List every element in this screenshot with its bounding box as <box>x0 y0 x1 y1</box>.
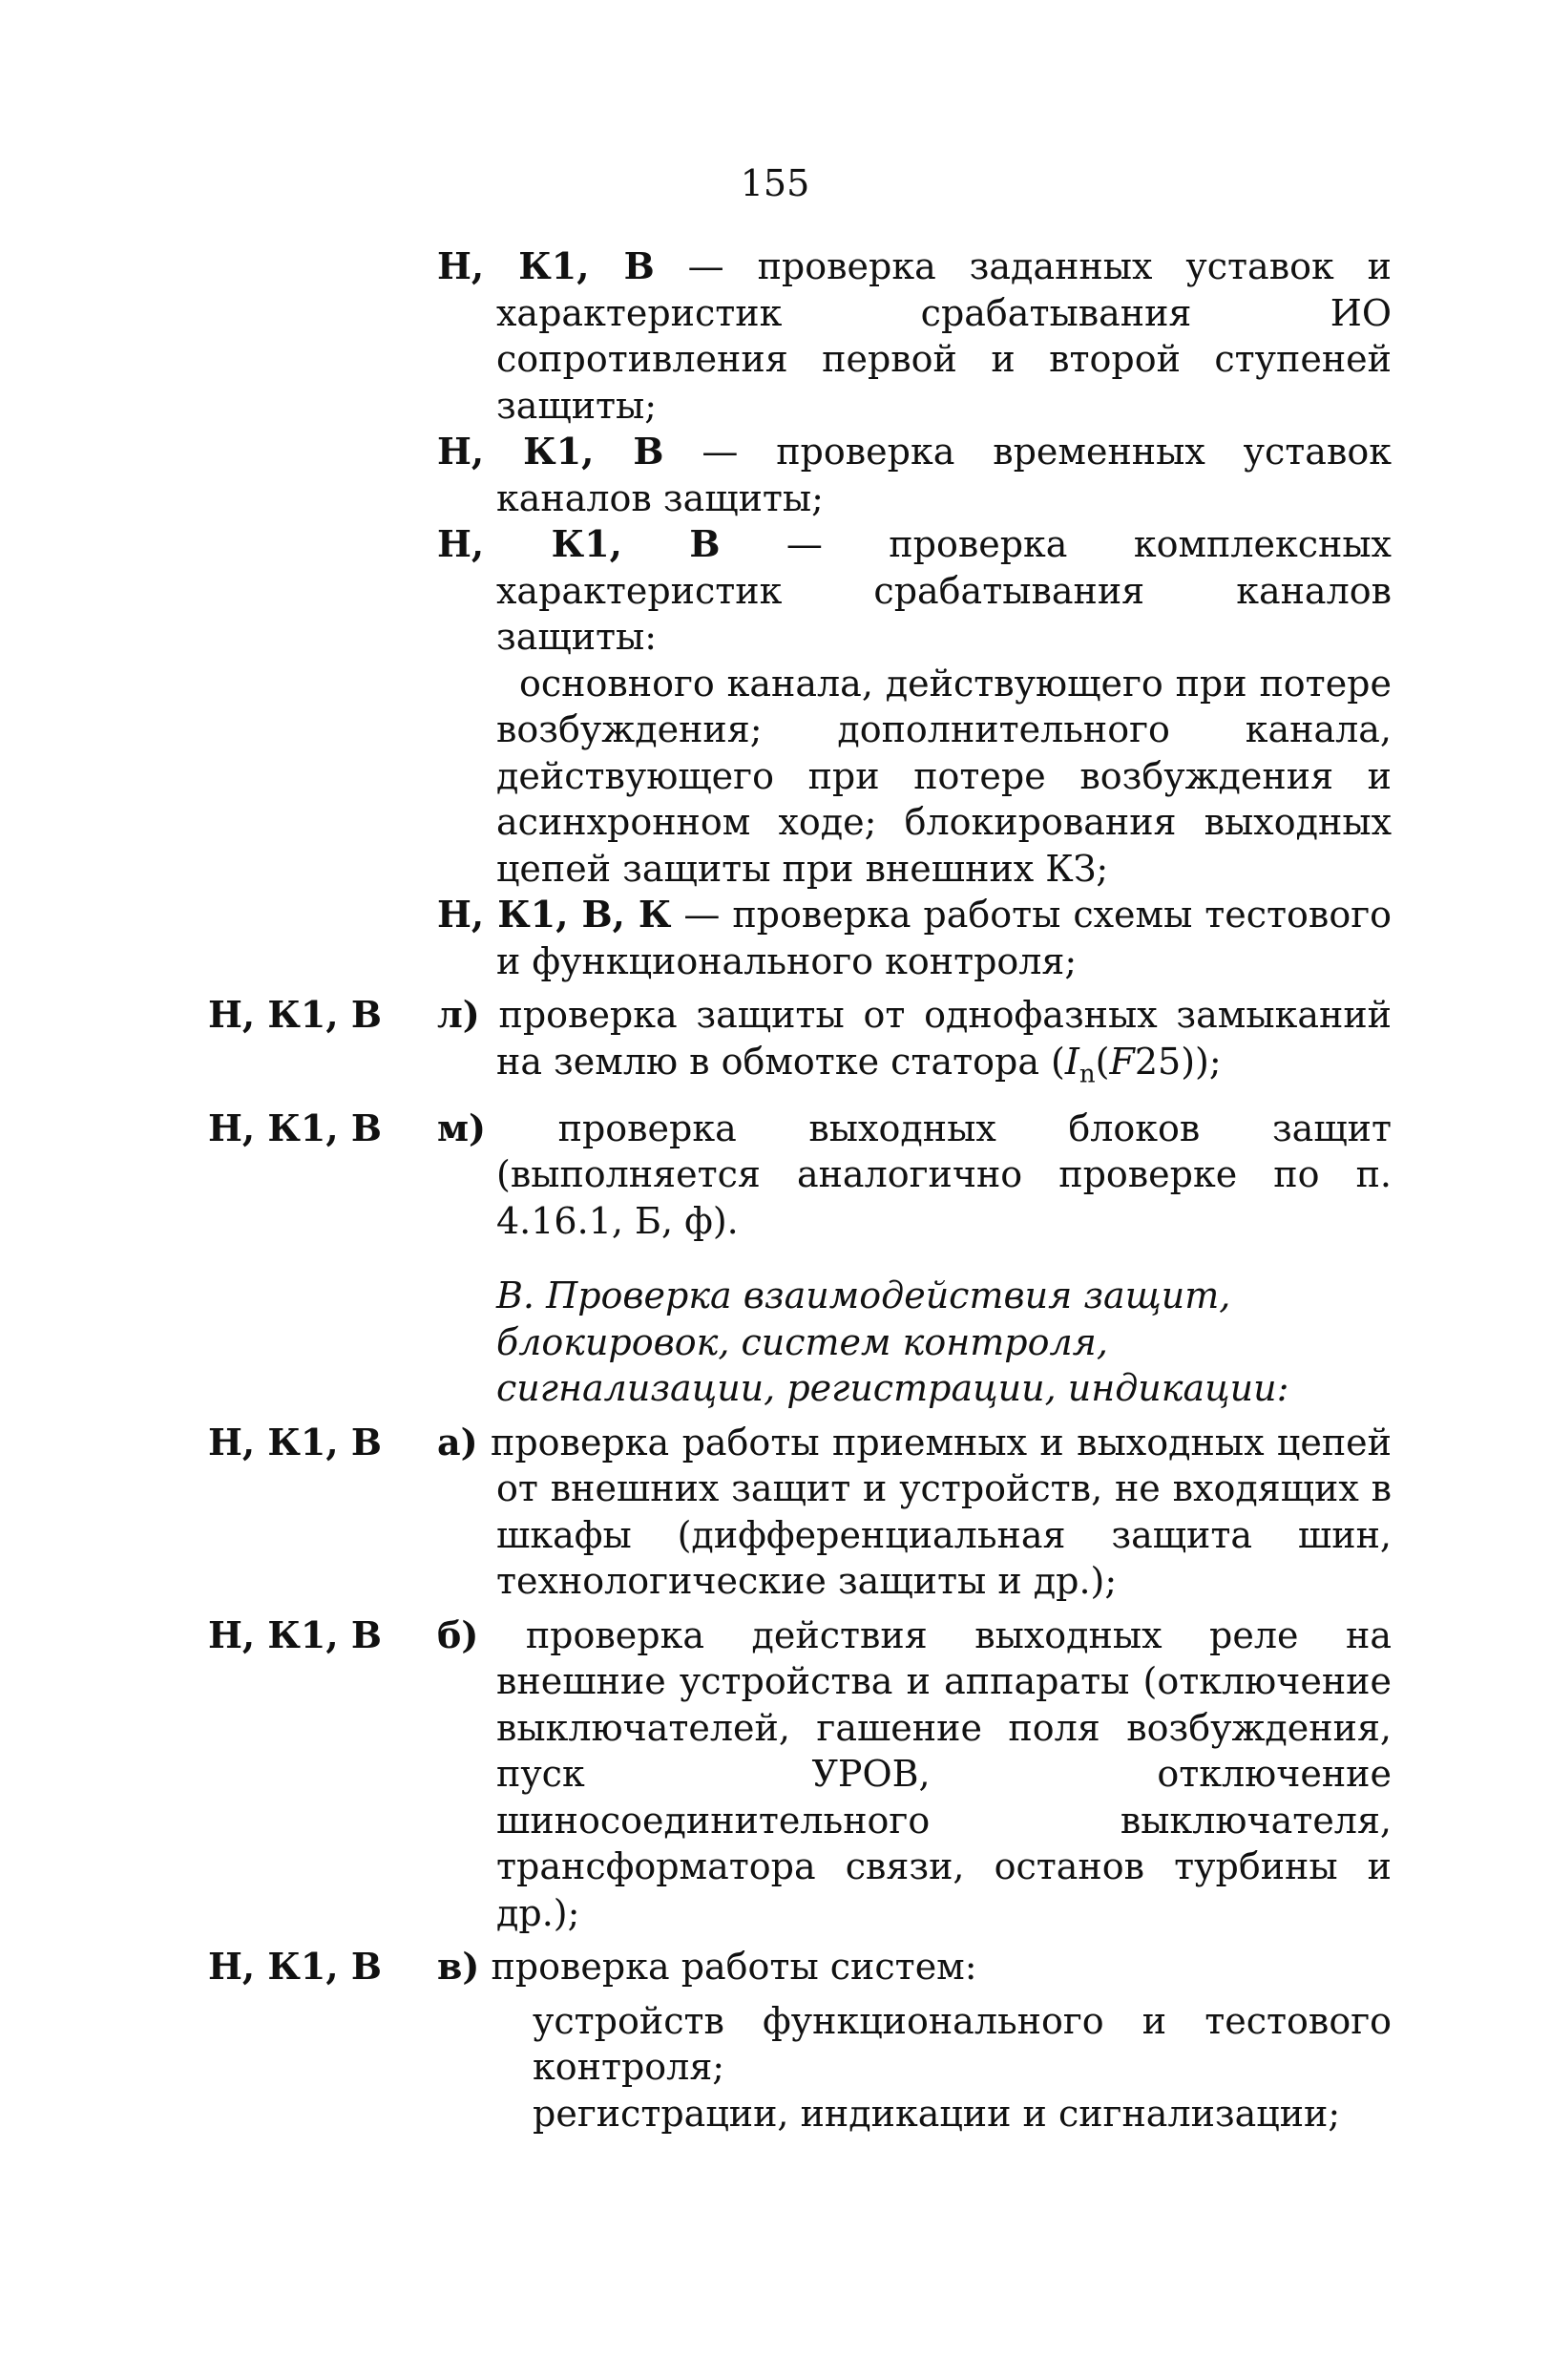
entry-text: — проверка комплексных характеристик срабатывания каналов защиты: <box>496 523 1392 658</box>
item-v-sub-functional-control: устройств функционального и тестового контроля; <box>533 1999 1392 2089</box>
var-f: F <box>1109 1040 1135 1083</box>
item-text: проверка работы систем: <box>479 1946 977 1989</box>
item-text: проверка выходных блоков защит (выполняется аналогично проверке по п. 4.16.1, Б, ф). <box>486 1106 1392 1242</box>
section-v-header: В. Проверка взаимодействия защит, блокировок, систем контроля, сигнализации, регистрации, индикации: <box>496 1274 1289 1410</box>
margin-check-codes: Н, К1, В <box>208 993 382 1036</box>
item-v <box>437 1944 1392 1990</box>
item-v-row <box>208 1944 1392 1990</box>
check-codes: Н, К1, В, К <box>437 893 672 936</box>
item-l-row <box>208 992 1392 1098</box>
subscript-n: n <box>1079 1060 1096 1089</box>
entry-test-control-scheme <box>437 892 1392 984</box>
check-codes: Н, К1, В <box>437 430 664 473</box>
var-i: I <box>1064 1040 1079 1083</box>
page-content <box>208 243 1392 2137</box>
margin-check-codes: Н, К1, В <box>208 1612 382 1656</box>
check-codes: Н, К1, В <box>437 244 655 287</box>
item-marker: м) <box>437 1106 486 1149</box>
item-marker: а) <box>437 1420 478 1464</box>
entry-time-setpoints <box>437 429 1392 521</box>
entry-complex-characteristics-detail: основного канала, действующего при потере возбуждения; дополнительного канала, действующего при потере возбуждения и асинхронном ходе; блокирования выходных цепей защиты при внешних КЗ; <box>496 662 1392 890</box>
paren: ( <box>1095 1040 1110 1083</box>
margin-check-codes: Н, К1, В <box>208 1420 382 1464</box>
entry-setpoint-characteristics <box>437 243 1392 429</box>
item-text: проверка защиты от однофазных замыканий на землю в обмотке статора ( <box>479 994 1392 1083</box>
entry-text: — проверка временных уставок каналов защиты; <box>496 431 1392 519</box>
entry-complex-characteristics <box>437 521 1392 661</box>
page-number: 155 <box>740 162 810 204</box>
item-marker: б) <box>437 1612 479 1656</box>
entry-text: — проверка заданных уставок и характеристик срабатывания ИО сопротивления первой и второй ступеней защиты; <box>496 245 1392 427</box>
margin-check-codes: Н, К1, В <box>208 1106 382 1149</box>
entry-text: — проверка работы схемы тестового и функционального контроля; <box>496 894 1392 982</box>
item-a-row <box>208 1420 1392 1605</box>
item-v-sub-registration: регистрации, индикации и сигнализации; <box>533 2092 1341 2135</box>
item-a <box>437 1420 1392 1605</box>
item-text: проверка работы приемных и выходных цепей от внешних защит и устройств, не входящих в шкафы (дифференциальная защита шин, технологические защиты и др.); <box>477 1421 1392 1603</box>
item-b <box>437 1612 1392 1937</box>
item-m-row <box>208 1106 1392 1245</box>
item-marker: в) <box>437 1945 480 1989</box>
item-text-end: 25)); <box>1134 1040 1222 1083</box>
check-codes: Н, К1, В <box>437 522 721 565</box>
item-m <box>437 1106 1392 1245</box>
item-b-row <box>208 1612 1392 1937</box>
item-marker: л) <box>437 993 480 1036</box>
item-text: проверка действия выходных реле на внешние устройства и аппараты (отключение выключателей, гашение поля возбуждения, пуск УРОВ, отключение шиносоединительного выключателя, трансформатора связи, останов турбины и др.); <box>478 1613 1392 1934</box>
margin-check-codes: Н, К1, В <box>208 1945 382 1989</box>
item-l <box>437 992 1392 1098</box>
